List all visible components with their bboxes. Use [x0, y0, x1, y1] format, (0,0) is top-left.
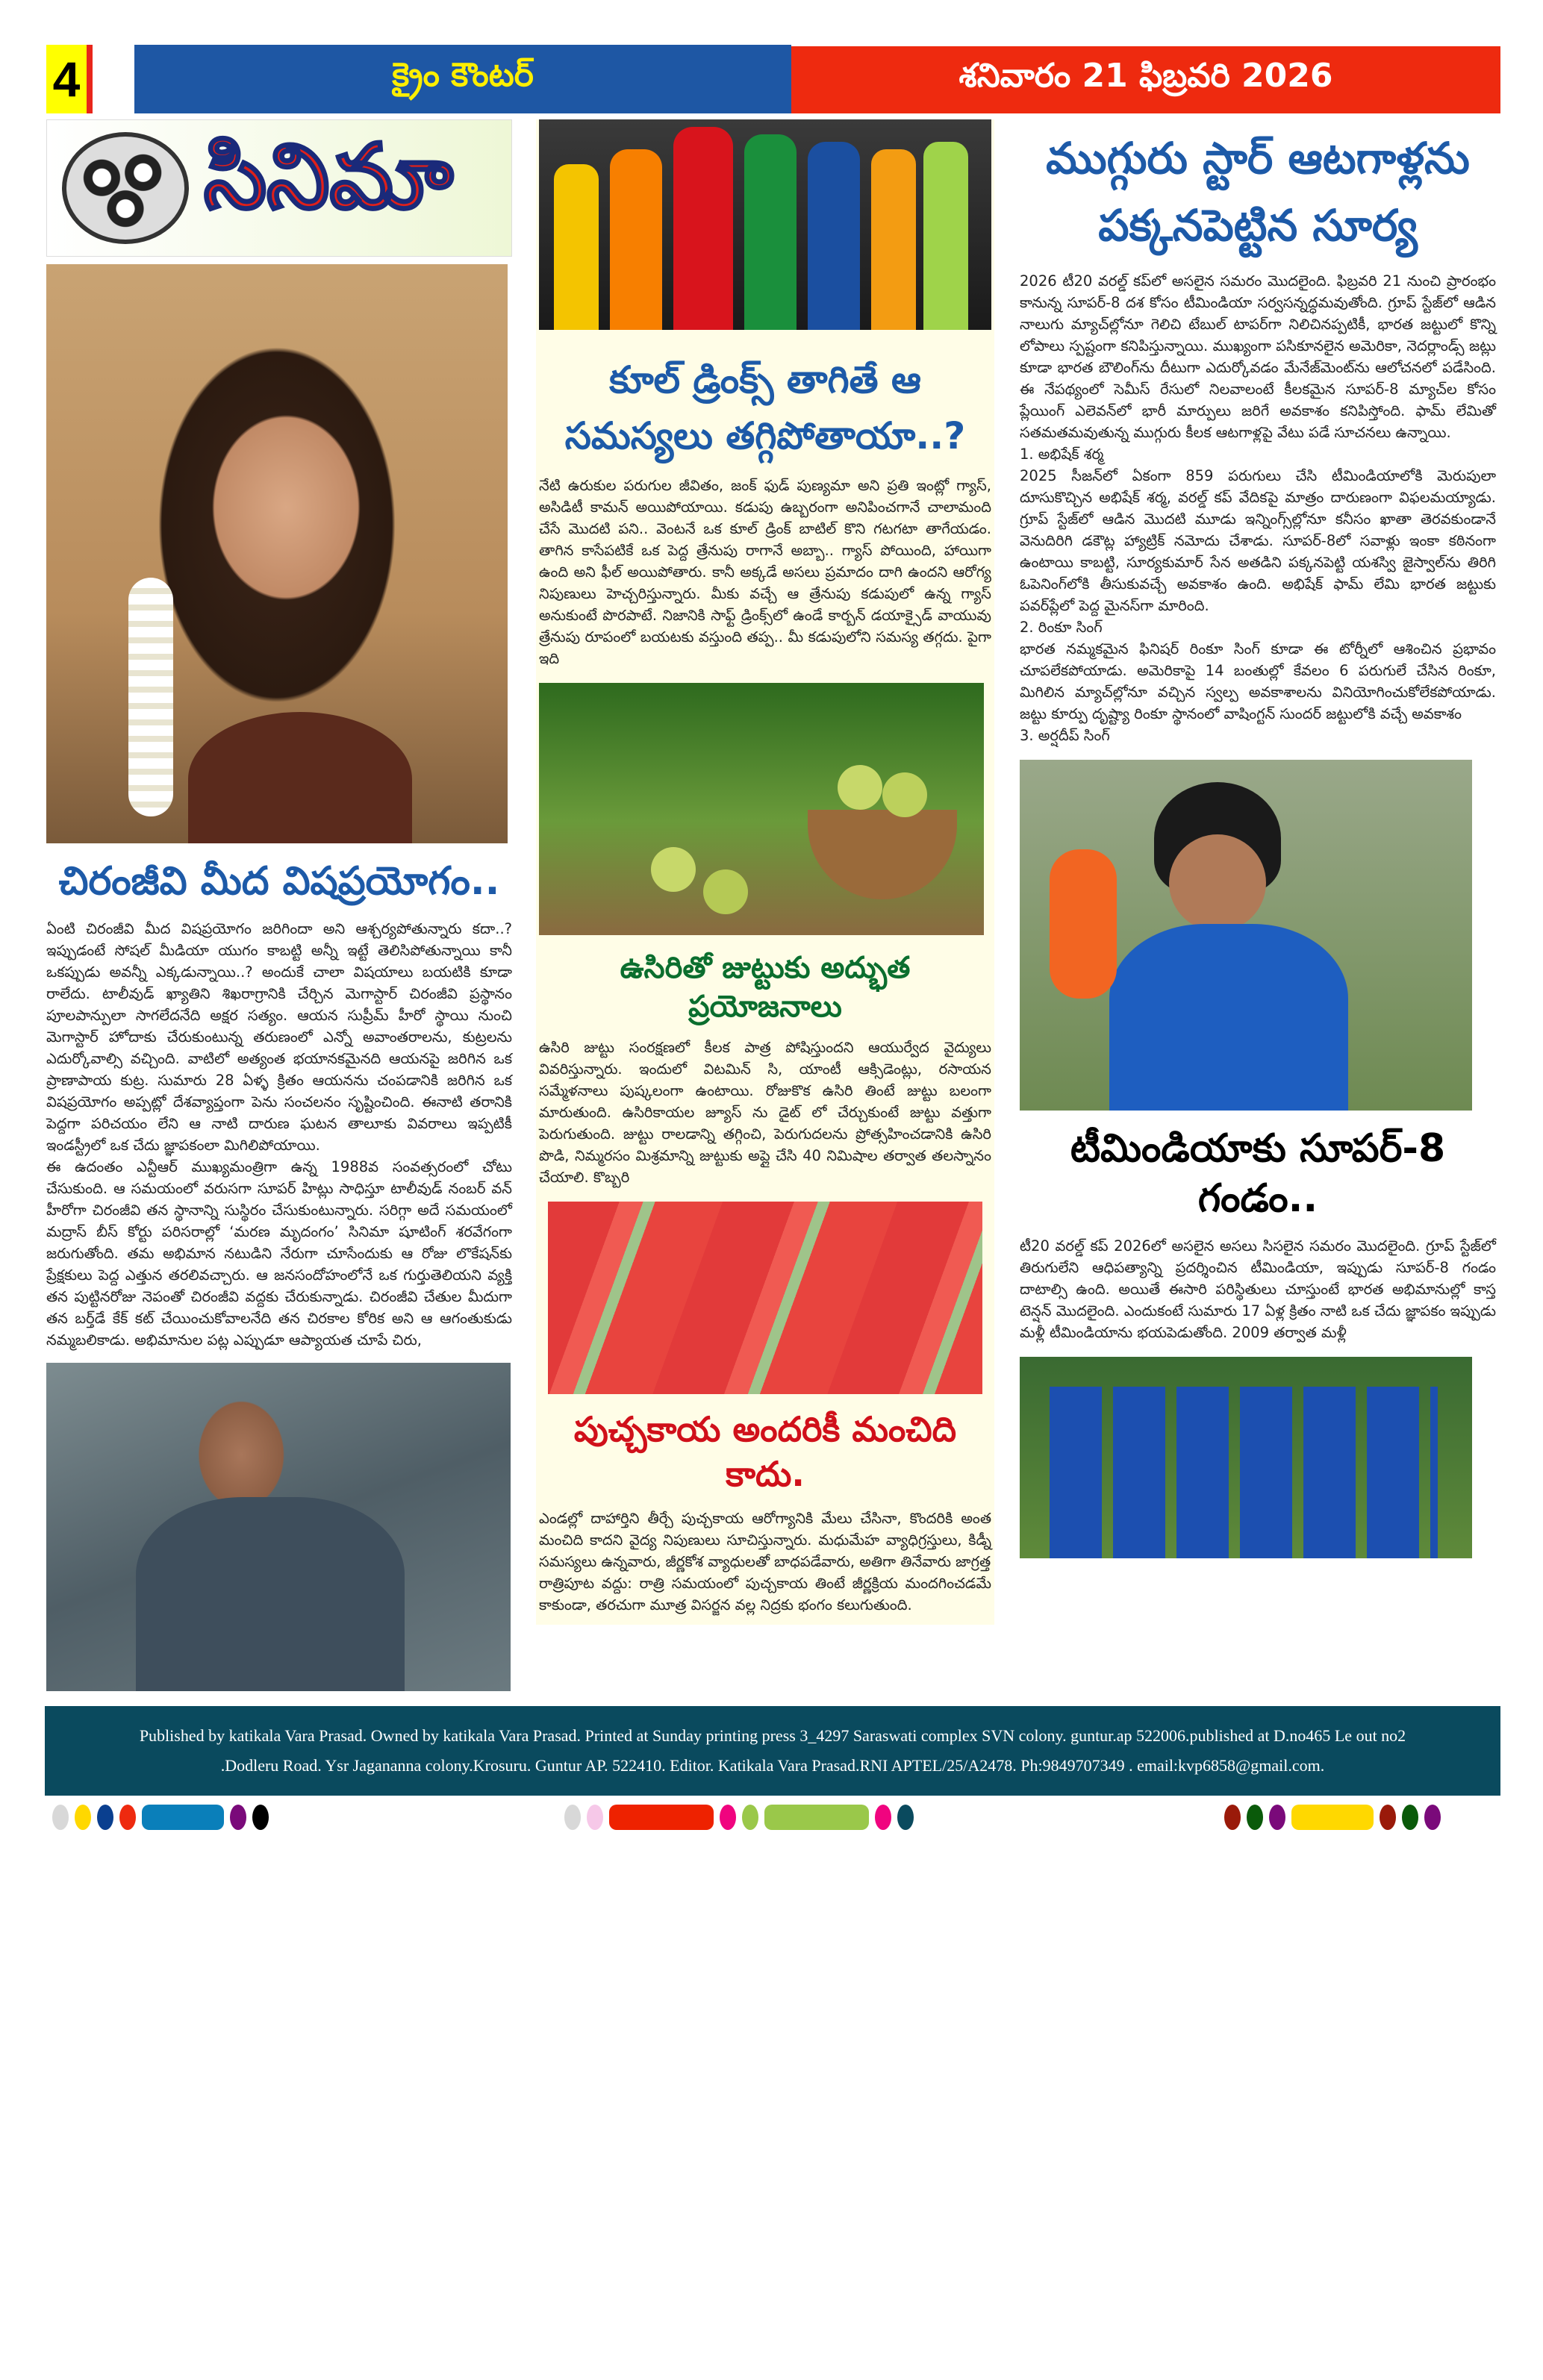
- cool-drinks-article: [539, 475, 991, 669]
- paragraph: రాత్రిపూట వద్దు: రాత్రి సమయంలో పుచ్చకాయ తింటే జీర్ణక్రియ మందగించడమే కాకుండా, తరచుగా మూత్ర విసర్జన వల్ల నిద్రకు భంగం కలుగుతుంది.: [539, 1574, 991, 1614]
- paragraph: 2025 సీజన్‌లో ఏకంగా 859 పరుగులు చేసి టీమిండియాలోకి మెరుపులా దూసుకొచ్చిన అభిషేక్ శర్మ, వరల్డ్ కప్ వేదికపై మాత్రం దారుణంగా విఫలమయ్యాడు. గ్రూప్ స్టేజ్‌లో ఆడిన మొదటి మూడు ఇన్నింగ్స్‌ల్లోనూ కనీసం ఖాతా తెరవకుండానే వెనుదిరిగి డకౌట్ల హ్యాట్రిక్ నమోదు చేశాడు. సూపర్-8లో సవాళ్లు ఇంకా కఠినంగా ఉంటాయి కాబట్టి, సూర్యకుమార్ సేన అతడిని పక్కనపెట్టి యశస్వి జైస్వాల్‌ను తిరిగి ఓపెనింగ్‌లోకి తీసుకువచ్చే అవకాశం ఉంది. అభిషేక్ ఫామ్ లేమి భారత జట్టుకు పవర్‌ప్లేలో పెద్ద మైనస్‌గా మారింది.: [1020, 466, 1496, 614]
- imprint-line: .Dodleru Road. Ysr Jagananna colony.Krosuru. Guntur AP. 522410. Editor. Katikala Vara Prasad.RNI APTEL/25/A2478. Ph:9849707349 . email:kvp6858@gmail.com.: [220, 1755, 1325, 1775]
- player-heading: 1. అభిషేక్ శర్మ: [1020, 445, 1104, 463]
- paragraph: ఉసిరి జుట్టు సంరక్షణలో కీలక పాత్ర పోషిస్తుందని ఆయుర్వేద వైద్యులు వివరిస్తున్నారు. ఇందులో విటమిన్ సి, యాంటీ ఆక్సిడెంట్లు, రసాయన సమ్మేళనాలు పుష్కలంగా ఉంటాయి. రోజుకొక ఉసిరి తింటే జుట్టు బలంగా మారుతుంది. ఉసిరికాయల జ్యూస్ ను డైట్ లో చేర్చుకుంటే జుట్టు వత్తుగా పెరుగుతుంది. జుట్టు రాలడాన్ని తగ్గించి, పెరుగుదలను ప్రోత్సహించడానికి ఉసిరి పొడి, నిమ్మరసం మిశ్రమాన్ని జుట్టుకు అప్లై చేసి 40 నిమిషాల తర్వాత తలస్నానం చేయాలి. కొబ్బరి: [539, 1039, 991, 1186]
- imprint-line: Published by katikala Vara Prasad. Owned by katikala Vara Prasad. Printed at Sunday printing press 3_4297 Saraswati complex SVN colony. guntur.ap 522006.published at D.no465 Le out no2: [139, 1725, 1406, 1745]
- amla-article: [539, 1037, 991, 1188]
- team-india-photo: [1020, 1357, 1472, 1558]
- color-register-right: [1224, 1805, 1441, 1830]
- paragraph: టీ20 వరల్డ్ కప్ 2026లో అసలైన అసలు సిసలైన సమరం మొదలైంది. గ్రూప్ స్టేజ్‌లో తిరుగులేని ఆధిపత్యాన్ని ప్రదర్శించిన టీమిండియా, ఇప్పుడు సూపర్-8 గండం దాటాల్సి ఉంది. అయితే ఈసారి పరిస్థితులు చూస్తుంటే భారత అభిమానుల్లో కాస్త టెన్షన్ మొదలైంది. ఎందుకంటే సుమారు 17 ఏళ్ల క్రితం నాటి ఒక చేదు జ్ఞాపకం ఇప్పుడు మళ్లీ టీమిండియాను భయపెడుతోంది. 2009 తర్వాత మళ్లీ: [1020, 1237, 1496, 1341]
- surya-headline: ముగ్గురు స్టార్ ఆటగాళ్లను పక్కనపెట్టిన సూర్య: [1046, 133, 1470, 251]
- color-register-left: [52, 1805, 269, 1830]
- player-heading: 2. రింకూ సింగ్: [1020, 618, 1103, 636]
- amla-photo: [539, 683, 984, 935]
- cricketer-photo: [1020, 760, 1472, 1111]
- publisher-imprint: [45, 1706, 1500, 1796]
- color-register-row: [0, 1796, 1543, 1855]
- amla-headline: ఉసిరితో జుట్టుకు అద్భుత ప్రయోజనాలు: [620, 951, 911, 1024]
- watermelon-photo: [548, 1202, 982, 1394]
- cinema-column: [46, 119, 512, 1691]
- player-heading: 3. అర్షదీప్ సింగ్: [1020, 726, 1110, 744]
- issue-date: శనివారం 21 ఫిబ్రవరి 2026: [791, 46, 1500, 113]
- paragraph: నేటి ఉరుకుల పరుగుల జీవితం, జంక్ ఫుడ్ పుణ్యమా అని ప్రతి ఇంట్లో గ్యాస్, అసిడిటీ కామన్ అయిపోయాయి. కడుపు ఉబ్బరంగా అనిపించగానే చాలామంది చేసే మొదటి పని.. వెంటనే ఒక కూల్ డ్రింక్ బాటిల్ కొని గటగటా తాగేయడం. తాగిన కాసేపటికే ఒక పెద్ద త్రేనుపు రాగానే అబ్బా.. గ్యాస్ పోయింది, హాయిగా ఉంది అని ఫీల్ అయిపోతారు. కానీ అక్కడే అసలు ప్రమాదం దాగి ఉందని ఆరోగ్య నిపుణులు హెచ్చరిస్తున్నారు. మీకు వచ్చే ఆ త్రేనుపు కడుపులో ఉన్న గ్యాస్ అనుకుంటే పొరపాటే. నిజానికి సాఫ్ట్ డ్రింక్స్‌లో ఉండే కార్బన్ డయాక్సైడ్ వాయువు త్రేనుపు రూపంలో బయటకు వస్తుంది తప్ప.. మీ కడుపులోని సమస్య తగ్గదు. పైగా ఇది: [539, 477, 991, 667]
- watermelon-headline: పుచ్చకాయ అందరికీ మంచిది కాదు.: [573, 1409, 957, 1494]
- chiranjeevi-article: [46, 918, 512, 1351]
- paragraph: ఎండల్లో దాహార్తిని తీర్చే పుచ్చకాయ ఆరోగ్యానికి మేలు చేసినా, కొందరికి అంత మంచిది కాదని వైద్య నిపుణులు సూచిస్తున్నారు. మధుమేహ వ్యాధిగ్రస్తులు, కిడ్నీ సమస్యలు ఉన్నవారు, జీర్ణకోశ వ్యాధులతో బాధపడేవారు, అతిగా తినేవారు జాగ్రత్త: [539, 1509, 991, 1570]
- section-title: క్రైం కౌంటర్: [134, 45, 791, 113]
- health-column: [536, 119, 994, 1625]
- watermelon-article: [539, 1508, 991, 1616]
- cinema-logo-text: సినిమా: [204, 125, 453, 229]
- cinema-logo: [46, 119, 512, 257]
- actress-photo: [46, 264, 508, 843]
- paragraph: ఈ ఉదంతం ఎన్టీఆర్ ముఖ్యమంత్రిగా ఉన్న 1988వ సంవత్సరంలో చోటు చేసుకుంది. ఆ సమయంలో వరుసగా సూపర్ హిట్లు సాధిస్తూ టాలీవుడ్ నంబర్ వన్ హీరోగా చిరంజీవి తన స్థానాన్ని సుస్థిరం చేసుకుంటున్నారు. సరిగ్గా అదే సమయంలో మద్రాస్ బీస్ కోర్టు పరిసరాల్లో ‘మరణ మృదంగం’ సినిమా షూటింగ్ శరవేగంగా జరుగుతోంది. తమ అభిమాన నటుడిని నేరుగా చూసేందుకు ఆ రోజు లొకేషన్‌కు ప్రేక్షకులు పెద్ద ఎత్తున తరలివచ్చారు. ఆ జనసందోహంలోనే ఒక గుర్తుతెలియని వ్యక్తి తన పుట్టినరోజు నెపంతో చిరంజీవి వద్దకు చేరుకున్నాడు. చిరంజీవి చేతుల మీదుగా తన బర్త్‌డే కేక్ కట్ చేయించుకోవాలనేది తన చిరకాల కోరిక అని ఆ ఆగంతుకుడు నమ్మబలికాడు. అభిమానుల పట్ల ఎప్పుడూ ఆప్యాయత చూపే చిరు,: [46, 1158, 512, 1349]
- super8-article: [1020, 1235, 1496, 1343]
- sports-column: [1015, 119, 1500, 1558]
- chiranjeevi-photo: [46, 1363, 511, 1691]
- color-register-center: [564, 1805, 914, 1830]
- surya-article: [1020, 270, 1496, 746]
- paragraph: ఏంటి చిరంజీవి మీద విషప్రయోగం జరిగిందా అని ఆశ్చర్యపోతున్నారు కదా..? ఇప్పుడంటే సోషల్ మీడియా యుగం కాబట్టి అన్నీ ఇట్టే తెలిసిపోతున్నాయి కానీ ఒకప్పుడు అవన్నీ ఎక్కడున్నాయి..? అందుకే చాలా విషయాలు బయటికి కూడా రాలేదు. టాలీవుడ్ ఖ్యాతిని శిఖరాగ్రానికి చేర్చిన మెగాస్టార్ చిరంజీవి ప్రస్థానం పూలపాన్పులా సాగలేదనేది అక్షర సత్యం. ఆయన సుప్రీమ్ హీరో స్థాయి నుంచి మెగాస్టార్ హోదాకు చేరుకుంటున్న తరుణంలో ఎన్నో అవాంతరాలను, కుట్రలను ఎదుర్కోవాల్సి వచ్చింది. వాటిలో అత్యంత భయానకమైనది ఆయనపై జరిగిన ఒక ప్రాణాపాయ కుట్ర. సుమారు 28 ఏళ్ళ క్రితం ఆయనను చంపడానికి జరిగిన ఒక విషప్రయోగం అప్పట్లో దేశవ్యాప్తంగా పెను సంచలనం సృష్టించింది. ఈనాటి తరానికి పెద్దగా పరిచయం లేని ఆ నాటి దారుణ ఘటన తాలూకు వివరాలు ఇప్పటికీ ఇండస్ట్రీలో ఒక చేదు జ్ఞాపకంలా మిగిలిపోయాయి.: [46, 919, 512, 1154]
- cool-drinks-photo: [539, 119, 991, 330]
- film-reel-icon: [62, 132, 189, 244]
- paragraph: భారత నమ్మకమైన ఫినిషర్ రింకూ సింగ్ కూడా ఈ టోర్నీలో ఆశించిన ప్రభావం చూపలేకపోయాడు. అమెరికాపై 14 బంతుల్లో కేవలం 6 పరుగులే చేసిన రింకూ, మిగిలిన మ్యాచ్‌ల్లోనూ వచ్చిన స్వల్ప అవకాశాలను వినియోగించుకోలేకపోయాడు. జట్టు కూర్పు దృష్ట్యా రింకూ స్థానంలో వాషింగ్టన్ సుందర్ జట్టులోకి వచ్చే అవకాశం: [1020, 640, 1496, 722]
- chiranjeevi-headline: చిరంజీవి మీద విషప్రయోగం..: [58, 859, 500, 904]
- paragraph: 2026 టీ20 వరల్డ్ కప్‌లో అసలైన సమరం మొదలైంది. ఫిబ్రవరి 21 నుంచి ప్రారంభం కానున్న సూపర్-8 దశ కోసం టీమిండియా సర్వసన్నద్ధమవుతోంది. గ్రూప్ స్టేజ్‌లో ఆడిన నాలుగు మ్యాచ్‌ల్లోనూ గెలిచి టేబుల్ టాపర్‌గా నిలిచినప్పటికీ, భారత జట్టులో కొన్ని లోపాలు స్పష్టంగా కనిపిస్తున్నాయి. ముఖ్యంగా పసికూనలైన అమెరికా, నెదర్లాండ్స్ జట్లు కూడా భారత బౌలింగ్‌ను దీటుగా ఎదుర్కోవడం మేనేజ్‌మెంట్‌ను ఆలోచనలో పడేసింది. ఈ నేపథ్యంలో సెమీస్ రేసులో నిలవాలంటే కీలకమైన సూపర్-8 మ్యాచ్‌ల కోసం ప్లేయింగ్ ఎలెవన్‌లో భారీ మార్పులు జరిగే అవకాశం కనిపిస్తోంది. ఫామ్ లేమితో సతమతమవుతున్న ముగ్గురు కీలక ఆటగాళ్లపై వేటు పడే సూచనలు ఉన్నాయి.: [1020, 272, 1496, 441]
- page-number: 4: [46, 45, 93, 113]
- super8-headline: టీమిండియాకు సూపర్-8 గండం..: [1070, 1125, 1446, 1222]
- cool-drinks-headline: కూల్ డ్రింక్స్ తాగితే ఆ సమస్యలు తగ్గిపోతాయా..?: [564, 358, 966, 457]
